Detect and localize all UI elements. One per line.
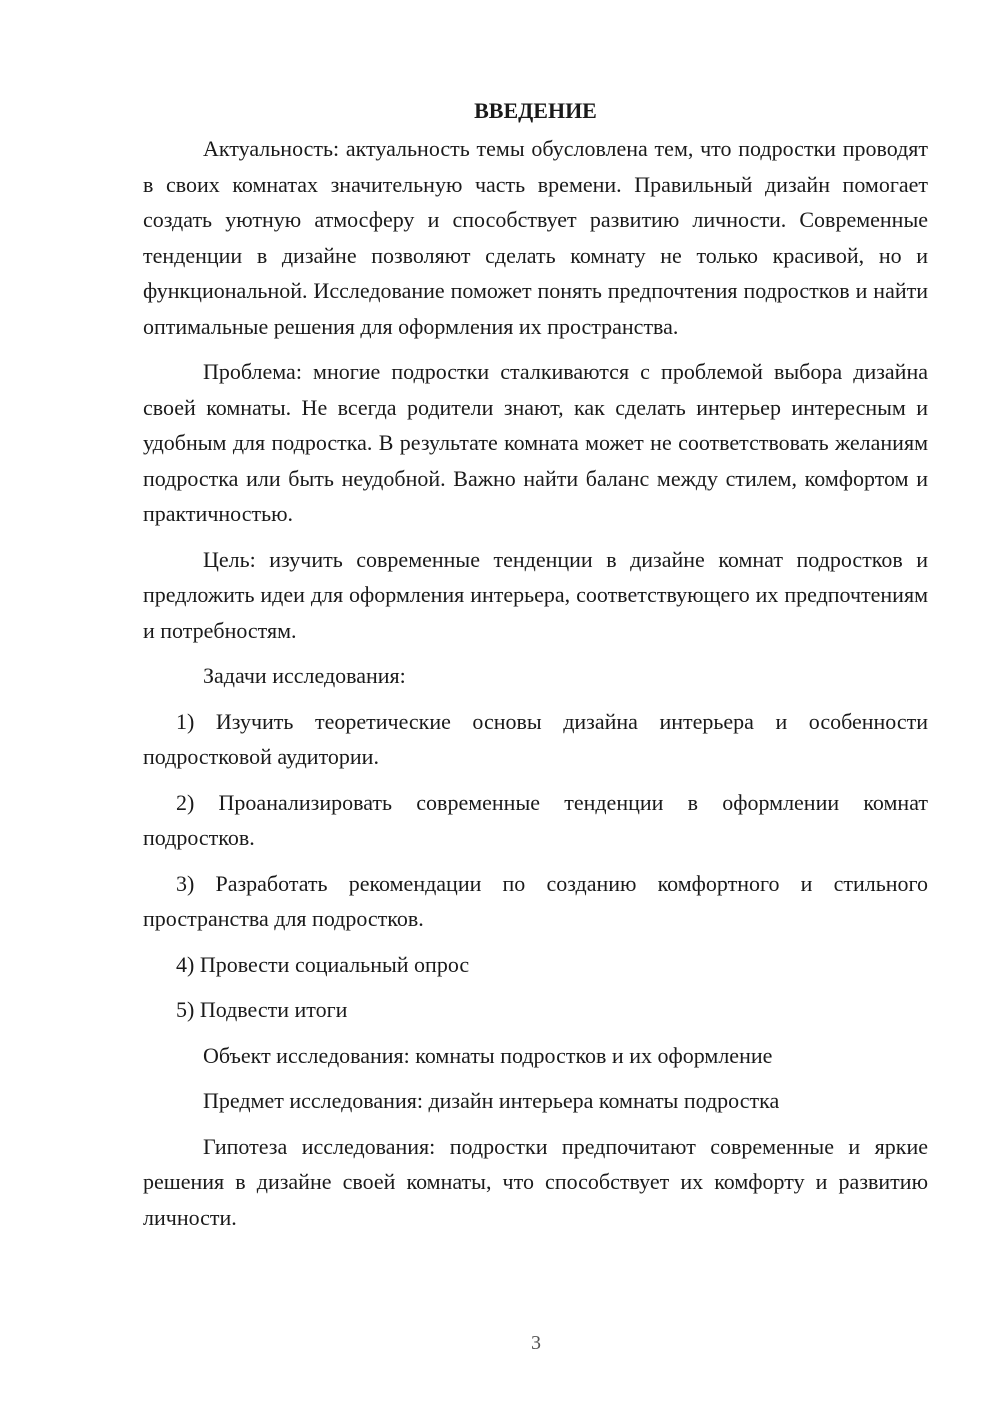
task-item-1: 1) Изучить теоретические основы дизайна интерьера и особенности подростковой аудитории. (143, 708, 928, 769)
task-item-5: 5) Подвести итоги (176, 997, 348, 1022)
research-hypothesis: Гипотеза исследования: подростки предпочитают современные и яркие решения в дизайне своей комнаты, что способствует их комфорту и развитию личности. (143, 1133, 928, 1230)
research-object: Объект исследования: комнаты подростков и их оформление (203, 1042, 773, 1068)
tasks-title: Задачи исследования: (203, 663, 406, 688)
research-subject: Предмет исследования: дизайн интерьера комнаты подростка (203, 1088, 780, 1113)
document-page (143, 96, 928, 1245)
paragraph-goal: Цель: изучить современные тенденции в дизайне комнат подростков и предложить идеи для оформления интерьера, соответствующего их предпочтениям и потребностям. (143, 546, 928, 643)
paragraph-problem: Проблема: многие подростки сталкиваются с проблемой выбора дизайна своей комнаты. Не всегда родители знают, как сделать интерьер интересным и удобным для подростка. В результате комната может не соответствовать желаниям подростка или быть неудобной. Важно найти баланс между стилем, комфортом и практичностью. (143, 359, 928, 526)
task-item-4: 4) Провести социальный опрос (176, 951, 470, 977)
task-item-2: 2) Проанализировать современные тенденции в оформлении комнат подростков. (143, 789, 928, 850)
page-number: 3 (531, 1332, 541, 1354)
task-item-3: 3) Разработать рекомендации по созданию комфортного и стильного пространства для подростков. (143, 870, 928, 931)
page-title: ВВЕДЕНИЕ (474, 98, 597, 123)
paragraph-relevance: Актуальность: актуальность темы обусловлена тем, что подростки проводят в своих комнатах значительную часть времени. Правильный дизайн помогает создать уютную атмосферу и способствует развитию личности. Современные тенденции в дизайне позволяют сделать комнату не только красивой, но и функциональной. Исследование поможет понять предпочтения подростков и найти оптимальные решения для оформления их пространства. (143, 136, 928, 339)
